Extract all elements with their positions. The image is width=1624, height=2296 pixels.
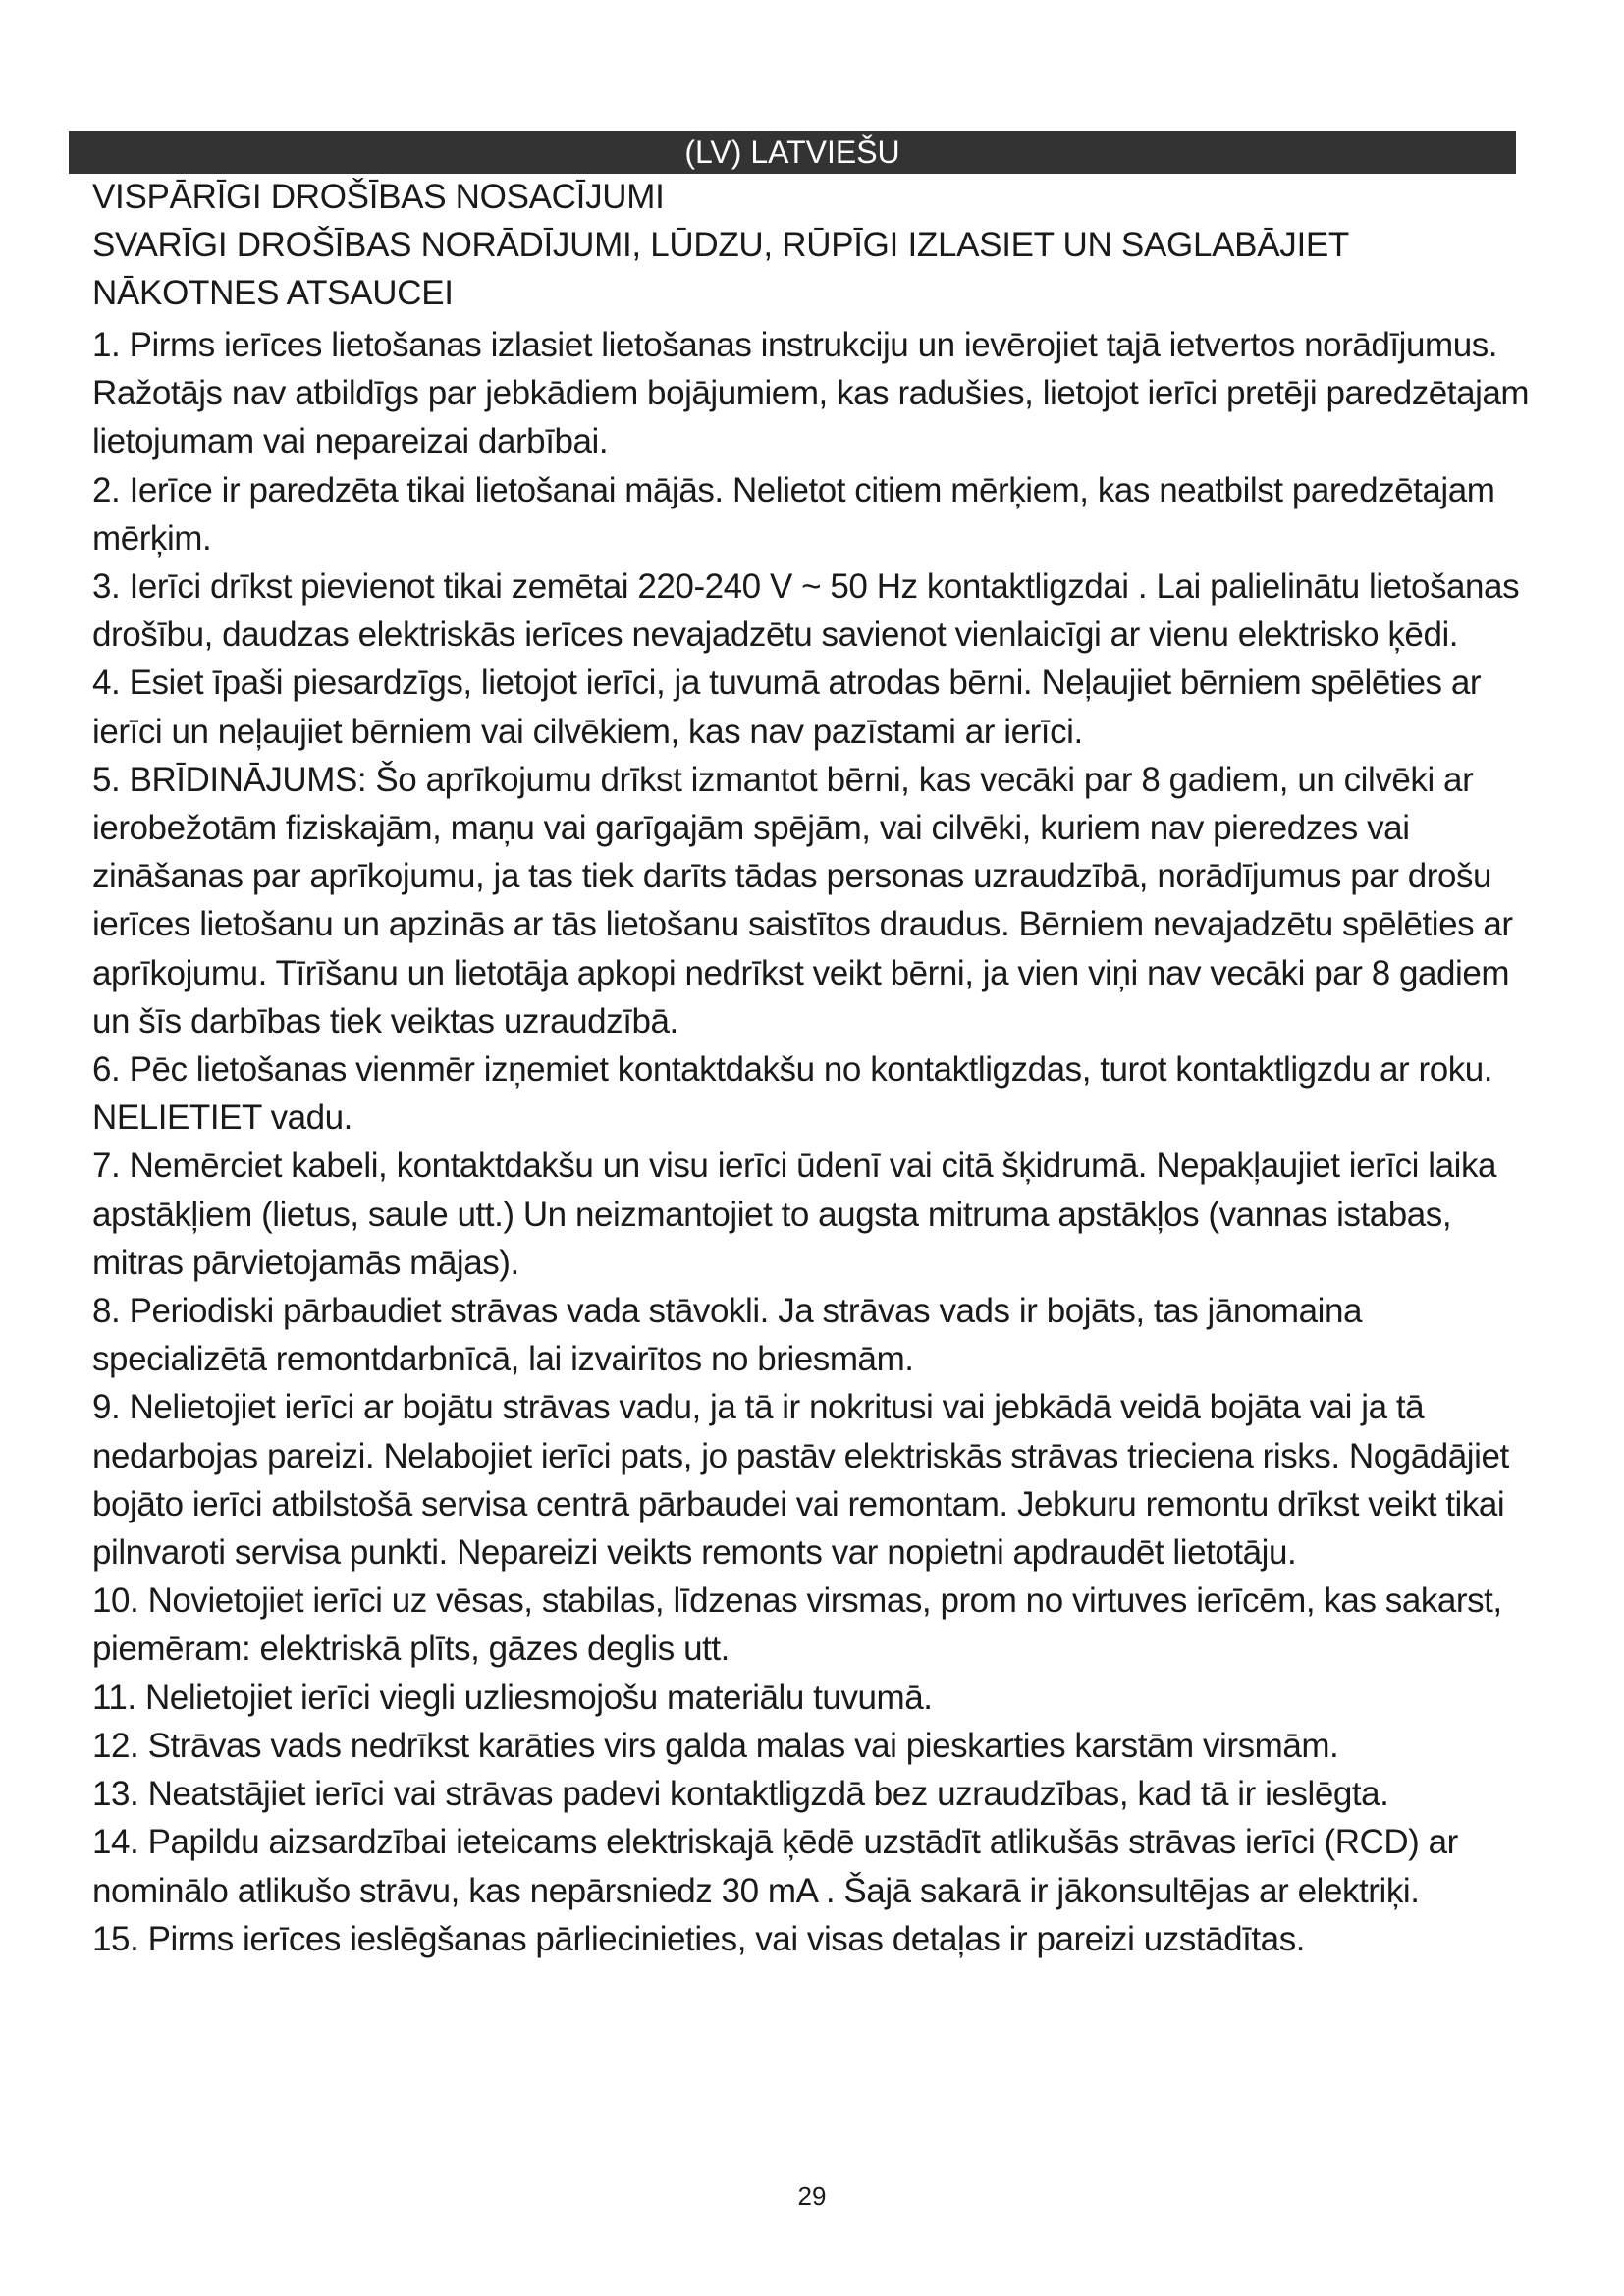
instruction-item-12: 12. Strāvas vads nedrīkst karāties virs galda malas vai pieskarties karstām virsmām.: [92, 1726, 1339, 1765]
instruction-item-8: 8. Periodiski pārbaudiet strāvas vada stāvokli. Ja strāvas vads ir bojāts, tas jānomaina specializētā remontdarbnīcā, lai izvairītos no briesmām.: [92, 1292, 1362, 1379]
page-number: 29: [797, 2181, 827, 2211]
document-body: [92, 173, 1536, 1963]
instruction-item-11: 11. Nelietojiet ierīci viegli uzliesmojošu materiālu tuvumā.: [92, 1678, 933, 1717]
instruction-item-14: 14. Papildu aizsardzībai ieteicams elektriskajā ķēdē uzstādīt atlikušās strāvas ierīci (RCD) ar nominālo atlikušo strāvu, kas nepārsniedz 30 mA . Šajā sakarā ir jākonsultējas ar elektriķi.: [92, 1823, 1458, 1910]
instruction-item-5: 5. BRĪDINĀJUMS: Šo aprīkojumu drīkst izmantot bērni, kas vecāki par 8 gadiem, un cilvēki ar ierobežotām fiziskajām, maņu vai garīgajām spējām, vai cilvēki, kuriem nav pieredzes vai zināšanas par aprīkojumu, ja tas tiek darīts tādas personas uzraudzībā, norādījumus par drošu ierīces lietošanu un apzinās ar tās lietošanu saistītos draudus. Bērniem nevajadzētu spēlēties ar aprīkojumu. Tīrīšanu un lietotāja apkopi nedrīkst veikt bērni, ja vien viņi nav vecāki par 8 gadiem un šīs darbības tiek veiktas uzraudzībā.: [92, 760, 1513, 1041]
language-header-bar: [69, 131, 1516, 174]
instruction-item-15: 15. Pirms ierīces ieslēgšanas pārliecinieties, vai visas detaļas ir pareizi uzstādītas.: [92, 1919, 1306, 1958]
instruction-item-7: 7. Nemērciet kabeli, kontaktdakšu un visu ierīci ūdenī vai citā šķidrumā. Nepakļaujiet ierīci laika apstākļiem (lietus, saule utt.) Un neizmantojiet to augsta mitruma apstākļos (vannas istabas, mitras pārvietojamās mājas).: [92, 1147, 1497, 1282]
safety-instructions-list: [92, 321, 1536, 1963]
instruction-item-9: 9. Nelietojiet ierīci ar bojātu strāvas vadu, ja tā ir nokritusi vai jebkādā veidā bojāta vai ja tā nedarbojas pareizi. Nelabojiet ierīci pats, jo pastāv elektriskās strāvas trieciena risks. Nogādājiet bojāto ierīci atbilstošā servisa centrā pārbaudei vai remontam. Jebkuru remontu drīkst veikt tikai pilnvaroti servisa punkti. Nepareizi veikts remonts var nopietni apdraudēt lietotāju.: [92, 1388, 1509, 1573]
document-subtitle: SVARĪGI DROŠĪBAS NORĀDĪJUMI, LŪDZU, RŪPĪGI IZLASIET UN SAGLABĀJIET NĀKOTNES ATSAUCEI: [92, 226, 1349, 312]
instruction-item-3: 3. Ierīci drīkst pievienot tikai zemētai 220-240 V ~ 50 Hz kontaktligzdai . Lai palielinātu lietošanas drošību, daudzas elektriskās ierīces nevajadzētu savienot vienlaicīgi ar vienu elektrisko ķēdi.: [92, 567, 1520, 655]
instruction-item-10: 10. Novietojiet ierīci uz vēsas, stabilas, līdzenas virsmas, prom no virtuves ierīcēm, kas sakarst, piemēram: elektriskā plīts, gāzes deglis utt.: [92, 1581, 1502, 1669]
instruction-item-4: 4. Esiet īpaši piesardzīgs, lietojot ierīci, ja tuvumā atrodas bērni. Neļaujiet bērniem spēlēties ar ierīci un neļaujiet bērniem vai cilvēkiem, kas nav pazīstami ar ierīci.: [92, 664, 1482, 751]
instruction-item-1: 1. Pirms ierīces lietošanas izlasiet lietošanas instrukciju un ievērojiet tajā ietvertos norādījumus. Ražotājs nav atbildīgs par jebkādiem bojājumiem, kas radušies, lietojot ierīci pretēji paredzētajam lietojumam vai nepareizai darbībai.: [92, 326, 1530, 461]
instruction-item-13: 13. Neatstājiet ierīci vai strāvas padevi kontaktligzdā bez uzraudzības, kad tā ir ieslēgta.: [92, 1775, 1389, 1814]
document-title: VISPĀRĪGI DROŠĪBAS NOSACĪJUMI: [92, 178, 665, 216]
language-label: (LV) LATVIEŠU: [684, 134, 900, 170]
instruction-item-2: 2. Ierīce ir paredzēta tikai lietošanai mājās. Nelietot citiem mērķiem, kas neatbilst paredzētajam mērķim.: [92, 470, 1495, 558]
instruction-item-6: 6. Pēc lietošanas vienmēr izņemiet kontaktdakšu no kontaktligzdas, turot kontaktligzdu ar roku. NELIETIET vadu.: [92, 1050, 1493, 1138]
